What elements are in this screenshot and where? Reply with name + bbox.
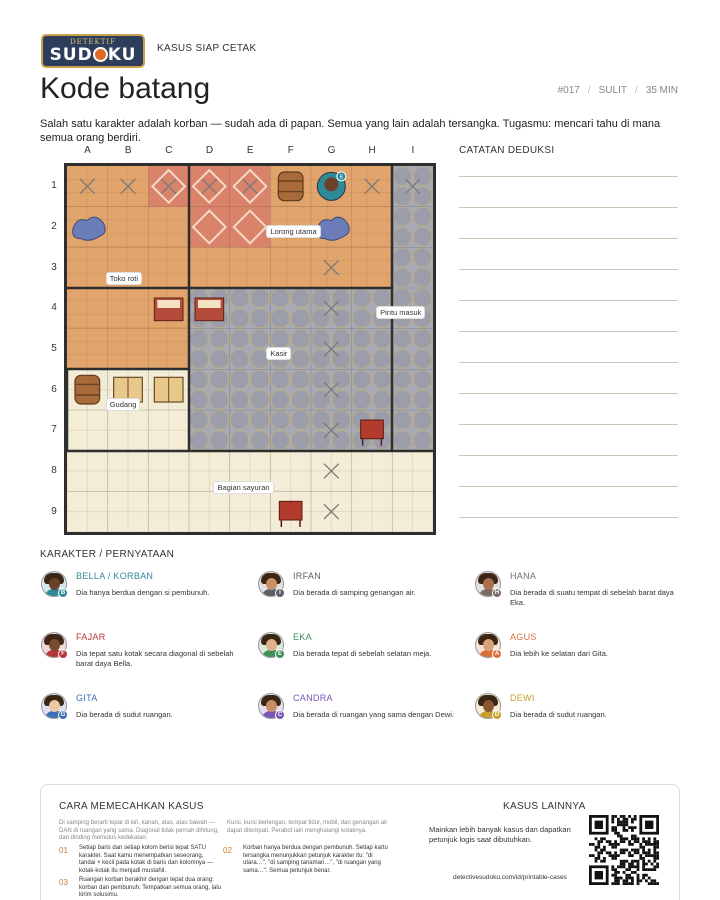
character-name: IRFAN (293, 571, 322, 581)
character-card (475, 571, 675, 611)
character-statement: Dia berada di ruangan yang sama dengan Dewi. (293, 710, 454, 719)
victim-marker (317, 172, 346, 201)
logo-kicker: DETEKTIF (69, 38, 117, 46)
step-text: Ruangan korban berakhir dengan tepat dua orang: korban dan pembunuh. Tempatkan semua orang, lalu kirim solusimu. (79, 877, 221, 898)
victim-badge: B (339, 174, 344, 181)
character-statement: Dia tepat satu kotak secara diagonal di sebelah barat daya Bella. (76, 649, 234, 668)
sudoku-board[interactable] (64, 163, 436, 535)
column-label: G (327, 145, 336, 156)
column-label: A (84, 145, 91, 156)
note-line[interactable] (459, 238, 678, 239)
character-name: EKA (293, 632, 312, 642)
character-card (258, 571, 458, 611)
character-badge: B (58, 588, 68, 598)
row-label: 6 (51, 383, 57, 395)
character-statement: Dia berada tepat di sebelah selatan meja. (293, 649, 432, 658)
note-line[interactable] (459, 424, 678, 425)
character-statement: Dia berada di suatu tempat di sebelah barat daya Eka. (510, 588, 674, 607)
diamond-tile (230, 207, 271, 248)
column-label: B (124, 145, 132, 156)
diamond-tile (189, 207, 230, 248)
barrel-icon (278, 172, 303, 201)
character-card (41, 571, 241, 611)
more-cases-title: KASUS LAINNYA (503, 801, 586, 812)
character-badge: C (275, 710, 285, 720)
room-label: Toko roti (106, 272, 142, 285)
character-card (475, 632, 675, 672)
more-cases-link[interactable]: detectivesudoku.com/id/printable-cases (453, 874, 567, 881)
note-line[interactable] (459, 300, 678, 301)
case-id: #017 (557, 85, 580, 96)
room-label: Gudang (106, 398, 141, 411)
step-number: 01 (59, 846, 68, 855)
room-label: Bagian sayuran (213, 481, 273, 494)
note-line[interactable] (459, 486, 678, 487)
how-to-title: CARA MEMECAHKAN KASUS (59, 801, 204, 812)
logo-word-right: KU (107, 45, 137, 65)
qr-code-icon[interactable] (589, 815, 659, 885)
cash-register-icon (195, 298, 224, 321)
how-to-rule-furniture: Kursi, kursi berlengan, tempat tidur, mobil, dan genangan air dapat ditempati. Perabot lain menghalangi kotaknya. (227, 820, 388, 834)
logo-wordmark (43, 46, 143, 64)
case-meta (558, 85, 678, 96)
character-statement: Dia berada di sudut ruangan. (510, 710, 607, 719)
room-label: Pintu masuk (376, 306, 425, 319)
meta-separator: / (634, 85, 638, 96)
room-label: Lorong utama (266, 225, 320, 238)
note-line[interactable] (459, 269, 678, 270)
character-badge: F (58, 649, 68, 659)
note-line[interactable] (459, 207, 678, 208)
meta-separator: / (587, 85, 591, 96)
note-line[interactable] (459, 393, 678, 394)
character-statement: Dia lebih ke selatan dari Gita. (510, 649, 608, 658)
detektif-sudoku-logo (41, 34, 145, 68)
board-grid (67, 166, 433, 532)
character-name: FAJAR (76, 632, 106, 642)
character-name: GITA (76, 693, 98, 703)
column-label: I (411, 145, 415, 156)
character-statement: Dia hanya berdua dengan si pembunuh. (76, 588, 210, 597)
cash-register-icon (154, 298, 183, 321)
row-label: 1 (51, 180, 57, 192)
character-name: CANDRA (293, 693, 333, 703)
more-cases-text: Mainkan lebih banyak kasus dan dapatkan petunjuk logis saat dibutuhkan. (429, 825, 571, 844)
barrel-icon (75, 375, 100, 404)
column-label: H (368, 145, 376, 156)
character-card (258, 693, 458, 733)
note-line[interactable] (459, 176, 678, 177)
step-number: 02 (223, 846, 232, 855)
row-label: 3 (51, 261, 57, 273)
character-name: BELLA / KORBAN (76, 571, 154, 581)
character-card (41, 693, 241, 733)
column-label: E (246, 145, 254, 156)
column-label: D (205, 145, 214, 156)
room-label: Kasir (266, 347, 291, 360)
crate-icon (154, 377, 183, 402)
row-label: 9 (51, 505, 57, 517)
row-label: 5 (51, 343, 57, 354)
character-statement: Dia berada di sudut ruangan. (76, 710, 173, 719)
character-badge: I (275, 588, 285, 598)
column-label: F (287, 145, 294, 156)
character-badge: A (492, 649, 502, 659)
characters-title: KARAKTER / PERNYATAAN (40, 549, 175, 560)
notes-title: CATATAN DEDUKSI (459, 145, 555, 156)
case-difficulty: SULIT (598, 85, 627, 96)
page-title: Kode batang (40, 72, 211, 105)
note-line[interactable] (459, 455, 678, 456)
row-label: 8 (51, 465, 57, 476)
character-card (258, 632, 458, 672)
page-kicker: KASUS SIAP CETAK (157, 43, 257, 54)
character-name: AGUS (510, 632, 537, 642)
case-duration: 35 MIN (645, 85, 678, 96)
character-card (475, 693, 675, 733)
character-statement: Dia berada di samping genangan air. (293, 588, 416, 597)
character-badge: H (492, 588, 502, 598)
row-label: 4 (51, 302, 57, 314)
note-line[interactable] (459, 517, 678, 518)
row-label: 7 (51, 424, 57, 436)
step-text: Korban hanya berdua dengan pembunuh. Setiap kartu tersangka menunjukkan petunjuk karakter itu: "di utara…", "di samping tanaman…", "di ruangan yang sama…". Semua petunjuk benar. (243, 845, 388, 874)
note-line[interactable] (459, 331, 678, 332)
character-badge: E (275, 649, 285, 659)
magnifier-icon (93, 47, 108, 62)
character-name: HANA (510, 571, 537, 581)
how-to-rule-adjacency: Di samping berarti tepat di kiri, kanan, atas, atau bawah — DAN di ruangan yang sama. Diagonal tidak pernah dihitung, dan dinding memutus kedekatan. (59, 820, 219, 841)
note-line[interactable] (459, 362, 678, 363)
character-badge: G (58, 710, 68, 720)
character-name: DEWI (510, 693, 535, 703)
how-to-panel (40, 784, 680, 900)
step-number: 03 (59, 878, 68, 887)
column-label: C (165, 145, 173, 156)
logo-word-left: SUD (49, 45, 93, 65)
character-card (41, 632, 241, 672)
case-intro: Salah satu karakter adalah korban — sudah ada di papan. Semua yang lain adalah tersangka. Tugasmu: mencari tahu di mana semua orang berdiri. (40, 118, 661, 144)
character-badge: D (492, 710, 502, 720)
row-label: 2 (51, 221, 57, 232)
step-text: Setiap baris dan setiap kolom berisi tepat SATU karakter. Saat kamu menempatkan seseorang, tandai × kecil pada kotak di baris dan kolomnya — kotak-kotak itu menjadi mustahil. (79, 845, 213, 874)
